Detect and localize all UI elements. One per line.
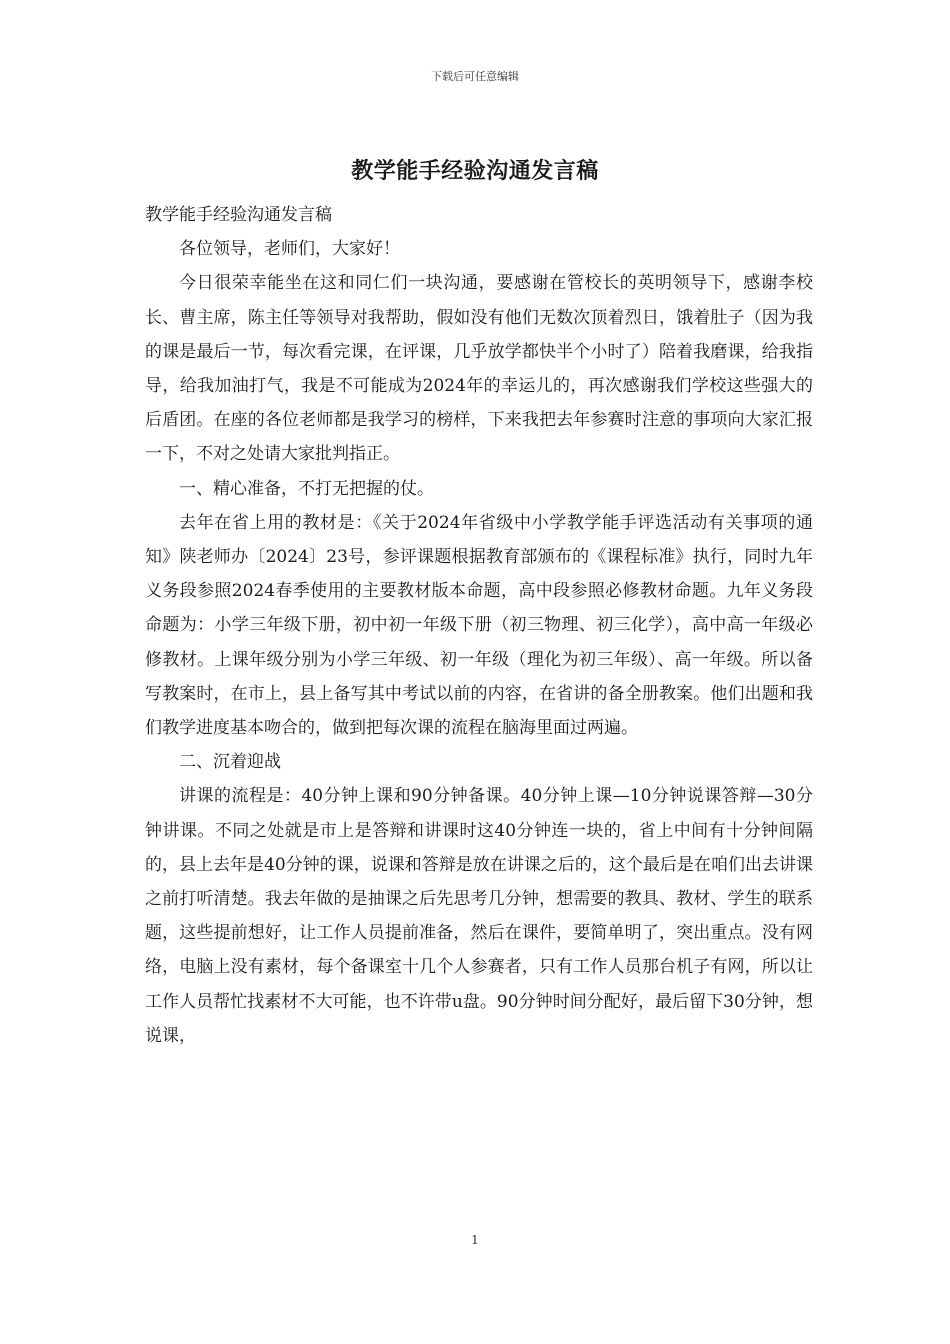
page-number: 1 [471,1233,479,1247]
section-heading-1: 一、精心准备，不打无把握的仗。 [179,478,434,499]
section-1-paragraph: 去年在省上用的教材是：《关于2024年省级中小学教学能手评选活动有关事项的通知》陕老师办〔2024〕23号，参评课题根据教育部颁布的《课程标准》执行，同时九年义务段参照2024春季使用的主要教材版本命题，高中段参照必修教材命题。九年义务段命题为：小学三年级下册，初中初一年级下册（初三物理、初三化学），高中高一年级必修教材。上课年级分别为小学三年级、初一年级（理化为初三年级）、高一年级。所以备写教案时，在市上，县上备写其中考试以前的内容，在省讲的备全册教案。他们出题和我们教学进度基本吻合的，做到把每次课的流程在脑海里面过两遍。 [145,512,813,739]
subtitle-line: 教学能手经验沟通发言稿 [145,205,332,225]
greeting-paragraph: 各位领导，老师们，大家好！ [179,239,400,260]
section-heading-2: 二、沉着迎战 [179,752,281,773]
intro-paragraph: 今日很荣幸能坐在这和同仁们一块沟通，要感谢在管校长的英明领导下，感谢李校长、曹主席，陈主任等领导对我帮助，假如没有他们无数次顶着烈日，饿着肚子（因为我的课是最后一节，每次看完课，在评课，几乎放学都快半个小时了）陪着我磨课，给我指导，给我加油打气，我是不可能成为2024年的幸运儿的，再次感谢我们学校这些强大的后盾团。在座的各位老师都是我学习的榜样，下来我把去年参赛时注意的事项向大家汇报一下，不对之处请大家批判指正。 [145,273,813,465]
section-2-paragraph: 讲课的流程是：40分钟上课和90分钟备课。40分钟上课—10分钟说课答辩—30分钟讲课。不同之处就是市上是答辩和讲课时这40分钟连一块的，省上中间有十分钟间隔的，县上去年是40分钟的课，说课和答辩是放在讲课之后的，这个最后是在咱们出去讲课之前打听清楚。我去年做的是抽课之后先思考几分钟，想需要的教具、教材、学生的联系题，这些提前想好，让工作人员提前准备，然后在课件，要简单明了，突出重点。没有网络，电脑上没有素材，每个备课室十几个人参赛者，只有工作人员那台机子有网，所以让工作人员帮忙找素材不大可能，也不许带u盘。90分钟时间分配好，最后留下30分钟，想说课， [145,786,813,1046]
header-note: 下载后可任意编辑 [431,70,519,83]
document-body [145,198,813,1053]
page-title: 教学能手经验沟通发言稿 [351,158,599,184]
